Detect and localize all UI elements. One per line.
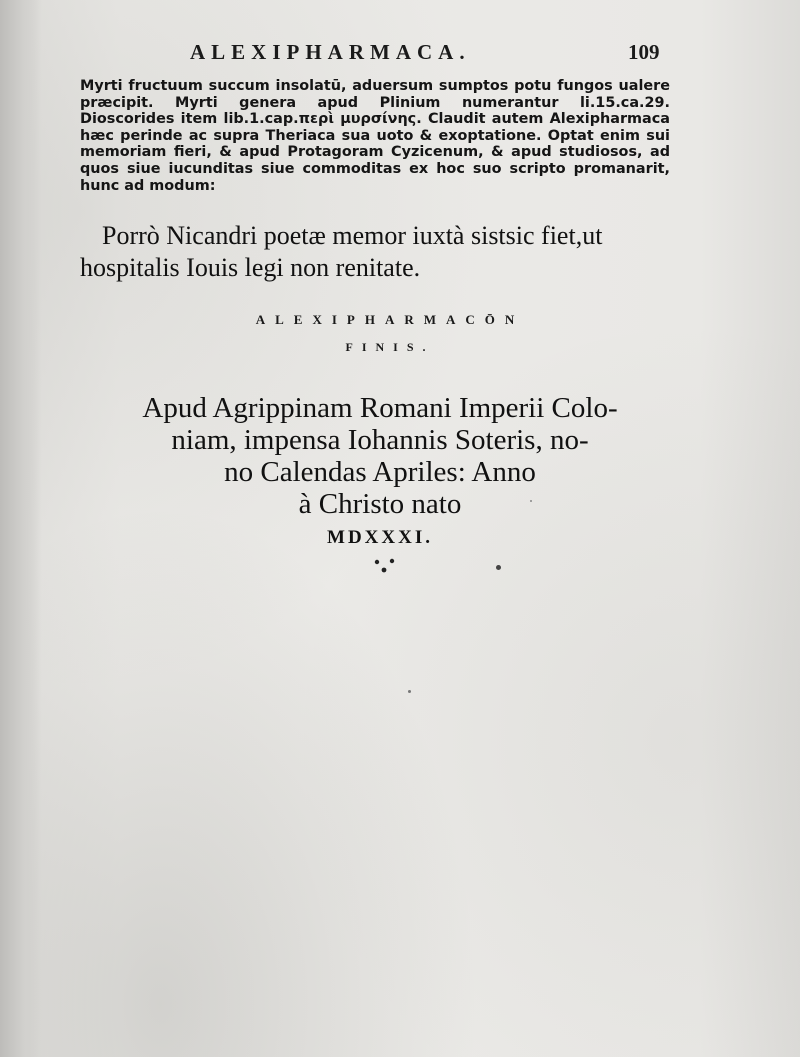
page-number: 109 [628, 40, 660, 64]
three-dot-fleuron-icon [372, 556, 402, 576]
verse-line-2: hospitalis Iouis legi non renitate. [80, 253, 421, 282]
colophon-year: MDXXXI. [327, 527, 433, 548]
verse-line-1: Porrò Nicandri poetæ memor iuxtà sistsic fiet,ut [102, 221, 603, 250]
colophon-line-1: Apud Agrippinam Romani Imperii Colo- [142, 392, 618, 424]
running-title: ALEXIPHARMACA. [190, 40, 471, 64]
ink-speck [408, 690, 411, 693]
page-gutter-shadow [0, 0, 42, 1057]
ink-speck [496, 565, 501, 570]
colophon-line-4: à Christo nato [298, 488, 462, 520]
verse-block [80, 220, 680, 284]
ink-speck [530, 500, 532, 502]
colophon-line-2: niam, impensa Iohannis Soteris, no- [171, 424, 589, 456]
work-title-end: ALEXIPHARMACŌN [255, 312, 525, 327]
finis-label: FINIS. [345, 340, 435, 354]
colophon [100, 392, 660, 554]
commentary-paragraph: Myrti fructuum succum insolatū, aduersum sumptos potu fungos ualere præcipit. Myrti genera apud Plinium numerantur li.15.ca.29. Dioscorides item lib.1.cap.περὶ μυρσίνης. Claudit autem Alexipharmaca hæc perinde ac supra Theriaca sua uoto & exoptatione. Optat enim sui memoriam fieri, & apud Protagoram Cyzicenum, & apud studiosos, ad quos siue iucunditas siue commoditas ex hoc suo scripto promanarit, hunc ad modum: [80, 78, 670, 194]
colophon-line-3: no Calendas Apriles: Anno [224, 456, 536, 488]
